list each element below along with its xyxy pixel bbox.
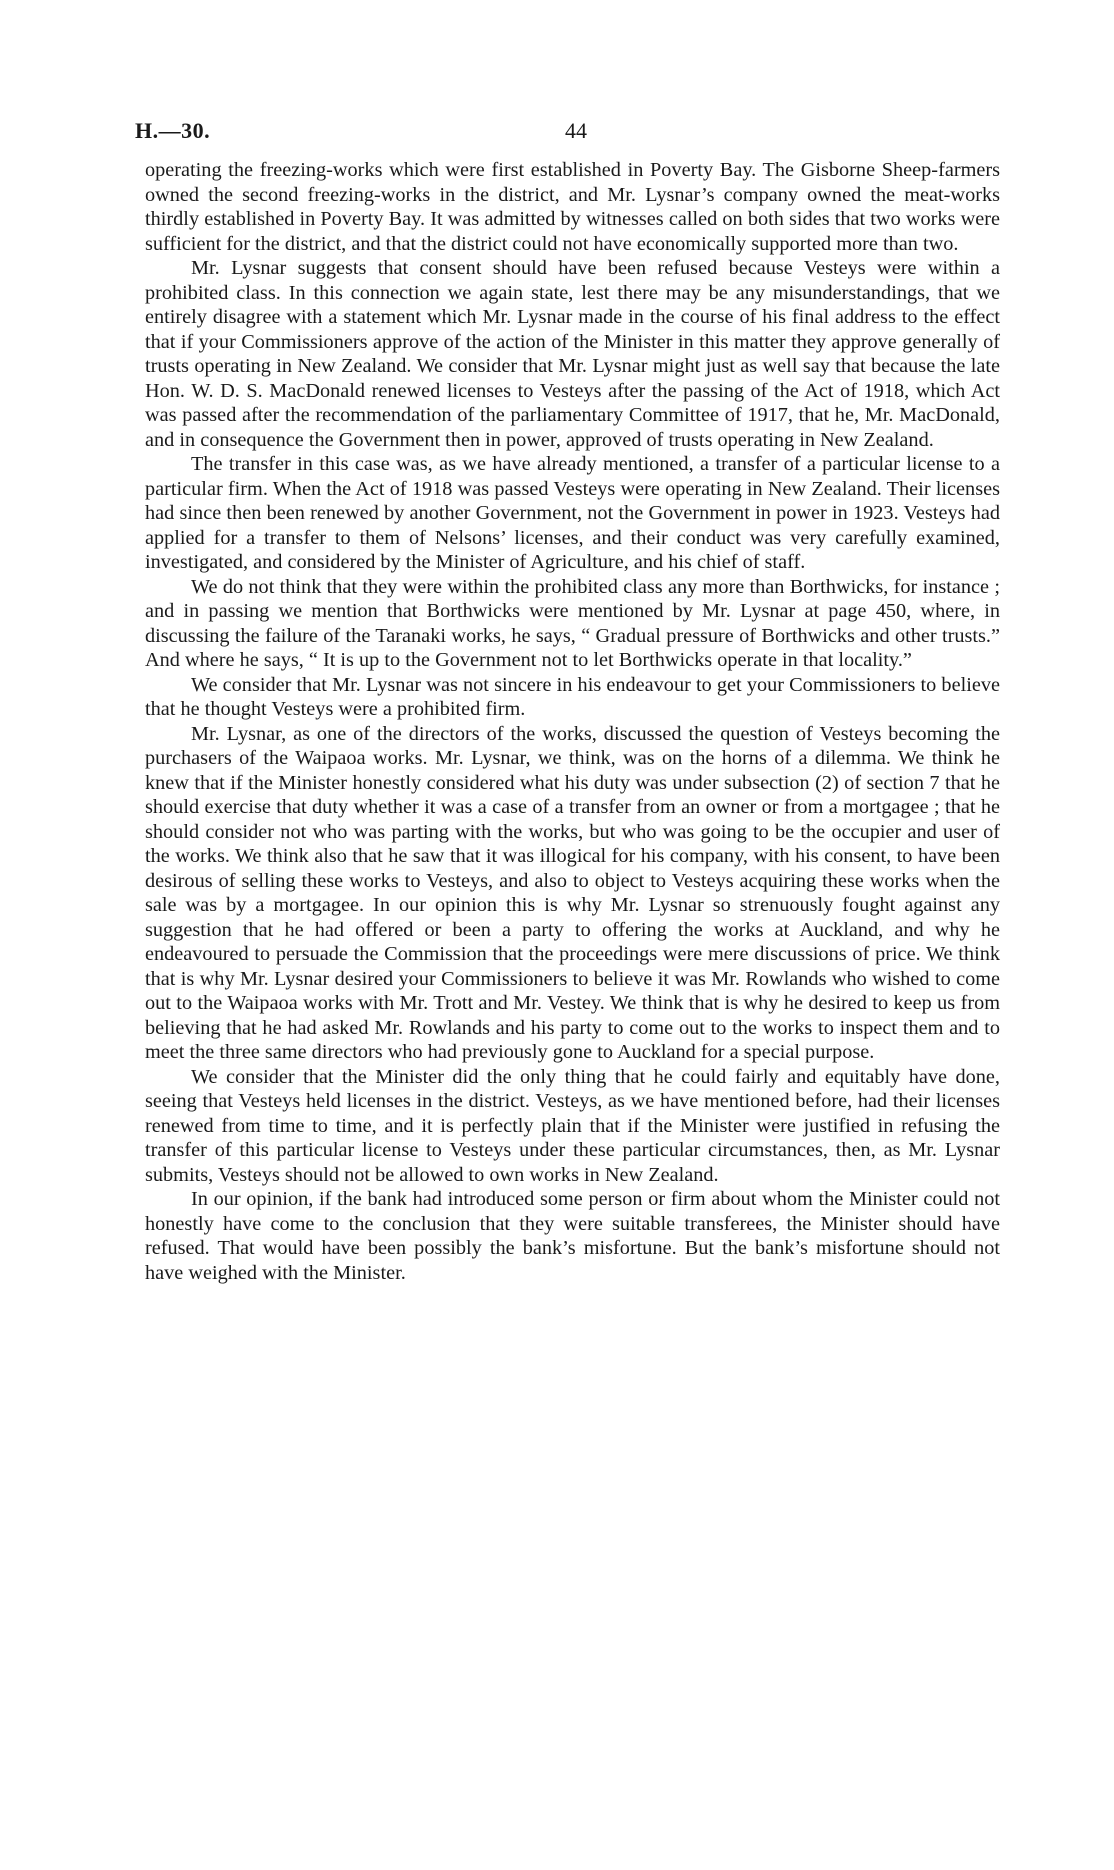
paragraph: Mr. Lysnar, as one of the directors of the works, discussed the question of Vesteys becoming the purchasers of the Waipaoa works. Mr. Lysnar, we think, was on the horns of a dilemma. We think he knew that if the Minister honestly considered what his duty was under subsection (2) of section 7 that he should exercise that duty whether it was a case of a transfer from an owner or from a mortgagee ; that he should consider not who was parting with the works, but who was going to be the occupier and user of the works. We think also that he saw that it was illogical for his company, with his consent, to have been desirous of selling these works to Vesteys, and also to object to Vesteys acquiring these works when the sale was by a mortgagee. In our opinion this is why Mr. Lysnar so strenuously fought against any suggestion that he had offered or been a party to offering the works at Auckland, and why he endeavoured to persuade the Commission that the proceedings were mere discussions of price. We think that is why Mr. Lysnar desired your Commissioners to believe it was Mr. Rowlands who wished to come out to the Waipaoa works with Mr. Trott and Mr. Vestey. We think that is why he desired to keep us from believing that he had asked Mr. Rowlands and his party to come out to the works to inspect them and to meet the three same directors who had previously gone to Auckland for a special purpose.: [145, 722, 1000, 1063]
document-page: [135, 118, 1000, 1285]
page-header: [135, 118, 1000, 158]
paragraph: We consider that the Minister did the only thing that he could fairly and equitably have done, seeing that Vesteys held licenses in the district. Vesteys, as we have mentioned before, had their licenses renewed from time to time, and it is perfectly plain that if the Minister were justified in refusing the transfer of this particular license to Vesteys under these particular circumstances, then, as Mr. Lysnar submits, Vesteys should not be allowed to own works in New Zealand.: [145, 1065, 1000, 1186]
paragraph: We do not think that they were within the prohibited class any more than Borthwicks, for instance ; and in passing we mention that Borthwicks were mentioned by Mr. Lysnar at page 450, where, in discussing the failure of the Taranaki works, he says, “ Gradual pressure of Borthwicks and other trusts.” And where he says, “ It is up to the Government not to let Borthwicks operate in that locality.”: [145, 575, 1000, 671]
paragraph: The transfer in this case was, as we have already mentioned, a transfer of a particular license to a particular firm. When the Act of 1918 was passed Vesteys were operating in New Zealand. Their licenses had since then been renewed by another Government, not the Government in power in 1923. Vesteys had applied for a transfer to them of Nelsons’ licenses, and their conduct was very carefully examined, investigated, and considered by the Minister of Agriculture, and his chief of staff.: [145, 453, 1000, 573]
paragraph: Mr. Lysnar suggests that consent should have been refused because Vesteys were within a prohibited class. In this connection we again state, lest there may be any misunderstandings, that we entirely disagree with a statement which Mr. Lysnar made in the course of his final address to the effect that if your Commissioners approve of the action of the Minister in this matter they approve generally of trusts operating in New Zealand. We consider that Mr. Lysnar might just as well say that because the late Hon. W. D. S. MacDonald renewed licenses to Vesteys after the passing of the Act of 1918, which Act was passed after the recommendation of the parliamentary Committee of 1917, that he, Mr. MacDonald, and in consequence the Government then in power, approved of trusts operating in New Zealand.: [145, 257, 1000, 451]
body-text: [145, 158, 1000, 1285]
paragraph: We consider that Mr. Lysnar was not sincere in his endeavour to get your Commissioners to believe that he thought Vesteys were a prohibited firm.: [145, 673, 1000, 720]
page-number: 44: [565, 118, 587, 143]
paragraph: In our opinion, if the bank had introduced some person or firm about whom the Minister could not honestly have come to the conclusion that they were suitable transferees, the Minister should have refused. That would have been possibly the bank’s misfortune. But the bank’s misfortune should not have weighed with the Minister.: [145, 1188, 1000, 1284]
document-reference: H.—30.: [135, 118, 211, 143]
paragraph: operating the freezing-works which were first established in Poverty Bay. The Gisborne Sheep-farmers owned the second freezing-works in the district, and Mr. Lysnar’s company owned the meat-works thirdly established in Poverty Bay. It was admitted by witnesses called on both sides that two works were sufficient for the district, and that the district could not have economically supported more than two.: [145, 159, 1000, 255]
